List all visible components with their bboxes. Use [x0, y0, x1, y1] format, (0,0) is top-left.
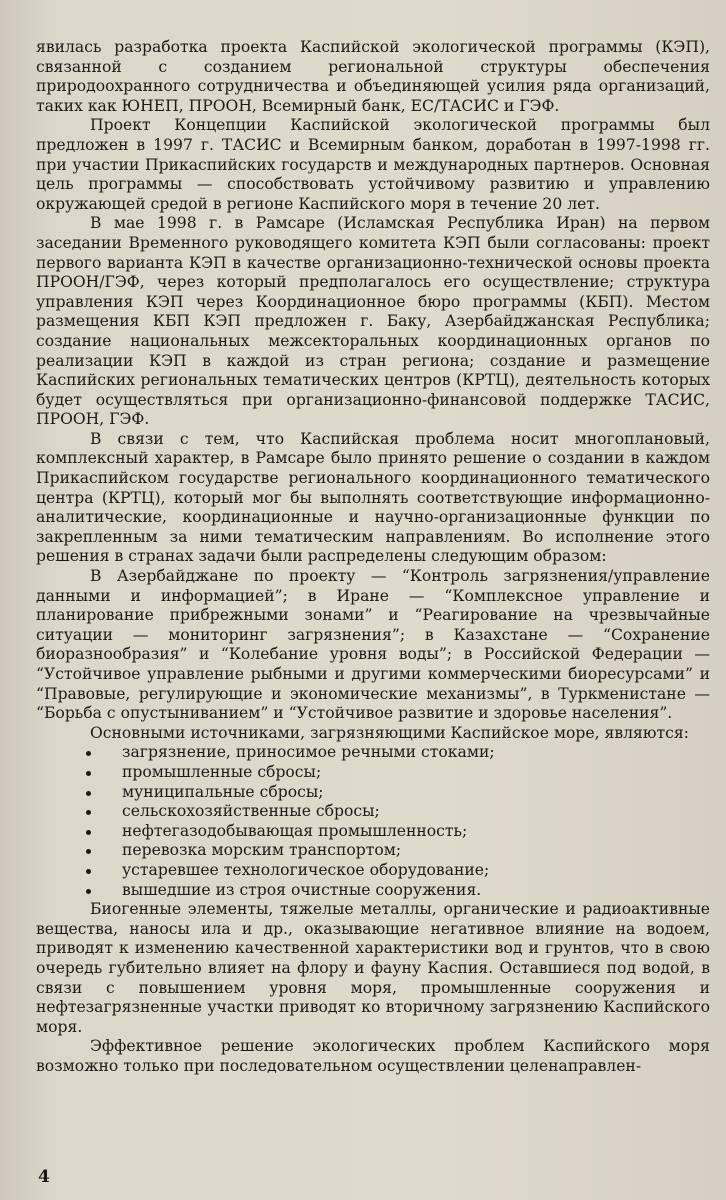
page-number: 4 — [38, 1167, 50, 1187]
paragraph: Эффективное решение экологических проблем Каспийского моря возможно только при последовательном осуществлении целенаправлен- — [36, 1037, 710, 1075]
bullet-icon — [86, 830, 91, 835]
list-item: перевозка морским транспортом; — [86, 841, 710, 861]
list-item: вышедшие из строя очистные сооружения. — [86, 881, 710, 901]
paragraph: Проект Концепции Каспийской экологической программы был предложен в 1997 г. ТАСИС и Всемирным банком, доработан в 1997-1998 гг. при участии Прикаспийских государств и международных партнеров. Основная цель программы — способствовать устойчивому развитию и управлению окружающей средой в регионе Каспийского моря в течение 20 лет. — [36, 116, 710, 213]
bullet-icon — [86, 751, 91, 756]
list-item: устаревшее технологическое оборудование; — [86, 861, 710, 881]
pollution-sources-list — [36, 743, 710, 900]
paragraph: В Азербайджане по проекту — “Контроль загрязнения/управление данными и информацией”; в Иране — “Комплексное управление и планирование прибрежными зонами” и “Реагирование на чрезвычайные ситуации — мониторинг загрязнения”; в Казахстане — “Сохранение биоразнообразия” и “Колебание уровня воды”; в Российской Федерации — “Устойчивое управление рыбными и другими коммерческими биоресурсами” и “Правовые, регулирующие и экономические механизмы”, в Туркменистане — “Борьба с опустыниванием” и “Устойчивое развитие и здоровье населения”. — [36, 567, 710, 723]
paragraph: Основными источниками, загрязняющими Каспийское море, являются: — [90, 723, 689, 742]
list-item: муниципальные сбросы; — [86, 783, 710, 803]
body-text — [36, 38, 710, 1076]
bullet-icon — [86, 889, 91, 894]
paragraph: В связи с тем, что Каспийская проблема носит многоплановый, комплексный характер, в Рамсаре было принято решение о создании в каждом Прикаспийском государстве регионального координационного тематического центра (КРТЦ), который мог бы выполнять соответствующие информационно-аналитические, координационные и научно-организационные функции по закрепленным за ними тематическим направлениям. Во исполнение этого решения в странах задачи были распределены следующим образом: — [36, 429, 710, 566]
list-item: промышленные сбросы; — [86, 763, 710, 783]
bullet-icon — [86, 869, 91, 874]
bullet-icon — [86, 810, 91, 815]
list-item: загрязнение, приносимое речными стоками; — [86, 743, 710, 763]
list-item: нефтегазодобывающая промышленность; — [86, 822, 710, 842]
bullet-icon — [86, 849, 91, 854]
bullet-icon — [86, 771, 91, 776]
paragraph: В мае 1998 г. в Рамсаре (Исламская Республика Иран) на первом заседании Временного руководящего комитета КЭП были согласованы: проект первого варианта КЭП в качестве организационно-технической основы проекта ПРООН/ГЭФ, через который предполагалось его осуществление; структура управления КЭП через Координационное бюро программы (КБП). Местом размещения КБП КЭП предложен г. Баку, Азербайджанская Республика; создание национальных межсекторальных координационных органов по реализации КЭП в каждой из стран региона; создание и размещение Каспийских региональных тематических центров (КРТЦ), деятельность которых будет осуществляться при организационно-финансовой поддержке ТАСИС, ПРООН, ГЭФ. — [36, 214, 710, 429]
list-item: сельскохозяйственные сбросы; — [86, 802, 710, 822]
paragraph: явилась разработка проекта Каспийской экологической программы (КЭП), связанной с созданием региональной структуры обеспечения природоохранного сотрудничества и объединяющей усилия ряда организаций, таких как ЮНЕП, ПРООН, Всемирный банк, ЕС/ТАСИС и ГЭФ. — [36, 38, 710, 115]
bullet-icon — [86, 791, 91, 796]
paragraph: Биогенные элементы, тяжелые металлы, органические и радиоактивные вещества, наносы ила и др., оказывающие негативное влияние на водоем, приводят к изменению качественной характеристики вод и грунтов, что в свою очередь губительно влияет на флору и фауну Каспия. Оставшиеся под водой, в связи с повышением уровня моря, промышленные сооружения и нефтезагрязненные участки приводят ко вторичному загрязнению Каспийского моря. — [36, 900, 710, 1036]
